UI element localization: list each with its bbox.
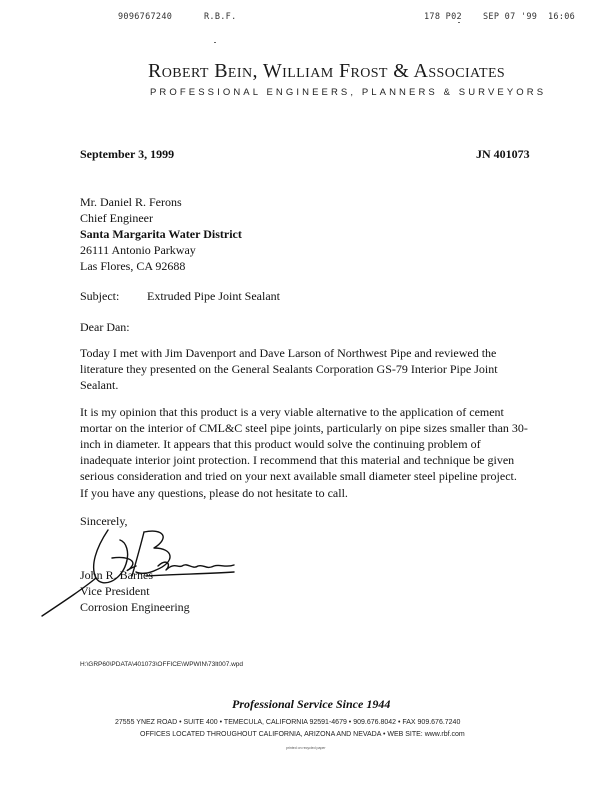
recipient-city: Las Flores, CA 92688 [80, 259, 186, 273]
signer-name: John R. Barnes [80, 568, 153, 582]
paragraph-line: Today I met with Jim Davenport and Dave Larson of Northwest Pipe and reviewed the [80, 346, 497, 360]
signer-department: Corrosion Engineering [80, 600, 190, 614]
signer-title: Vice President [80, 584, 150, 598]
company-tagline: PROFESSIONAL ENGINEERS, PLANNERS & SURVEYORS [150, 87, 547, 98]
paragraph-line: inadequate interior joint protection. I recommend that this material and technique be given [80, 453, 515, 467]
subject-label: Subject: [80, 289, 120, 303]
fax-number: 9096767240 [118, 12, 173, 22]
recipient-street: 26111 Antonio Parkway [80, 243, 196, 257]
paragraph-line: serious consideration and tried on your next available small diameter steel pipeline project. [80, 469, 517, 483]
body-paragraph-2 [80, 404, 540, 484]
fax-time: 16:06 [548, 12, 576, 22]
salutation: Dear Dan: [80, 320, 130, 334]
body-paragraph-1 [80, 345, 540, 393]
closing: Sincerely, [80, 514, 128, 528]
recycled-paper-note: printed on recycled paper [286, 746, 326, 750]
fax-page: 178 P02 [424, 12, 462, 22]
scan-speck [214, 42, 216, 43]
paragraph-line: literature they presented on the General Sealants Corporation GS-79 Interior Pipe Joint [80, 362, 498, 376]
letter-date: September 3, 1999 [80, 147, 175, 161]
job-number: JN 401073 [476, 147, 530, 161]
paragraph-line: Sealant. [80, 378, 119, 392]
document-file-path: H:\GRP60\PDATA\401073\OFFICE\WPWIN\73lt007.wpd [80, 661, 244, 668]
paragraph-line: It is my opinion that this product is a very viable alternative to the application of cement [80, 405, 504, 419]
paragraph-line: inch in diameter. It appears that this product would solve the continuing problem of [80, 437, 481, 451]
recipient-name: Mr. Daniel R. Ferons [80, 195, 182, 209]
scan-speck [458, 22, 460, 23]
paragraph-line: mortar on the interior of CML&C steel pipe joints, particularly on pipe sizes smaller than 30- [80, 421, 528, 435]
footer-address: 27555 YNEZ ROAD • SUITE 400 • TEMECULA, CALIFORNIA 92591-4679 • 909.676.8042 • FAX 909.676.7240 [115, 719, 461, 726]
subject-text: Extruded Pipe Joint Sealant [147, 289, 280, 303]
fax-sender: R.B.F. [204, 12, 237, 22]
fax-date: SEP 07 '99 [483, 12, 538, 22]
company-name: Robert Bein, William Frost & Associates [148, 60, 506, 82]
recipient-title: Chief Engineer [80, 211, 153, 225]
footer-offices: OFFICES LOCATED THROUGHOUT CALIFORNIA, ARIZONA AND NEVADA • WEB SITE: www.rbf.com [140, 731, 465, 738]
footer-slogan: Professional Service Since 1944 [232, 697, 391, 711]
body-paragraph-3: If you have any questions, please do not hesitate to call. [80, 486, 348, 500]
recipient-organization: Santa Margarita Water District [80, 227, 242, 241]
